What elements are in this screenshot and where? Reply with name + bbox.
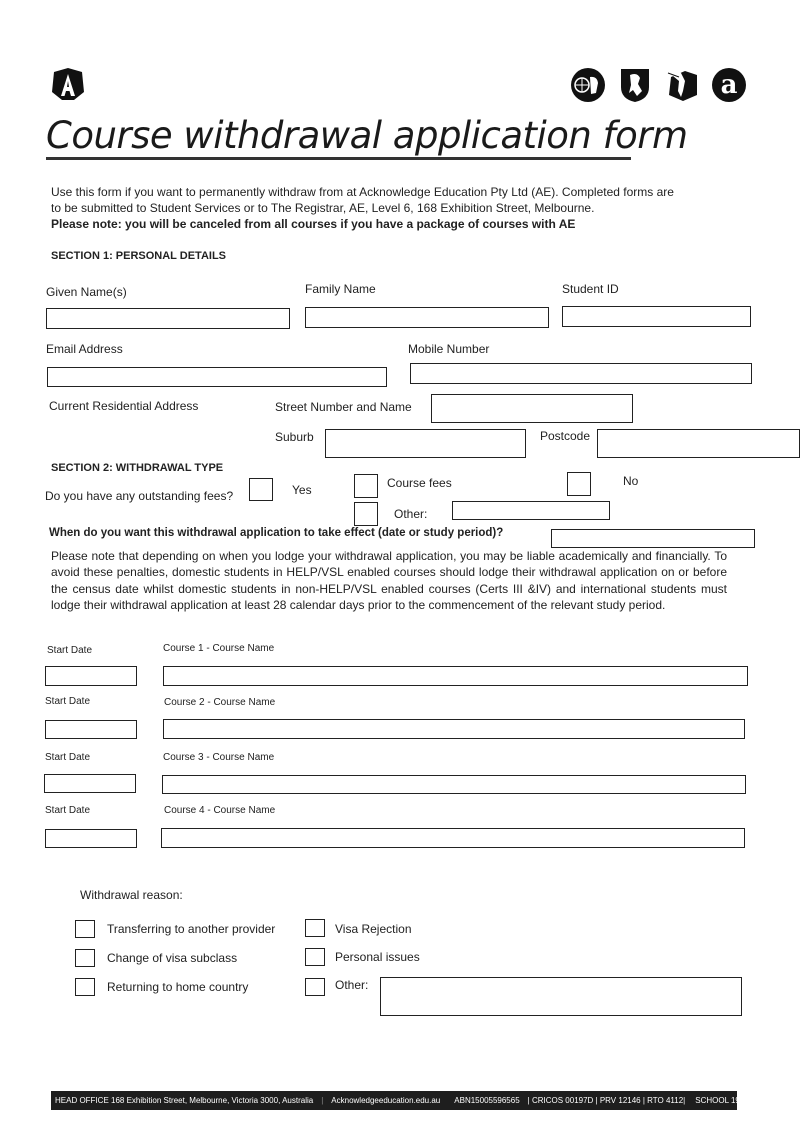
footer-codes: | CRICOS 00197D | PRV 12146 | RTO 4112| — [527, 1096, 686, 1105]
letter-a-logo-icon — [711, 67, 747, 103]
intro-line-2: to be submitted to Student Services or to The Registrar, AE, Level 6, 168 Exhibition Street, Melbourne. — [51, 201, 595, 215]
footer-abn: ABN15005596565 — [454, 1096, 520, 1105]
course-2-start-input[interactable] — [45, 720, 137, 739]
course-1-start-label: Start Date — [47, 645, 93, 656]
course-4-start-label: Start Date — [45, 805, 91, 816]
course-4-name-input[interactable] — [161, 828, 745, 848]
intro-text — [51, 184, 674, 232]
mobile-label: Mobile Number — [408, 342, 490, 356]
residential-address-label: Current Residential Address — [49, 399, 199, 413]
effect-date-input[interactable] — [551, 529, 755, 548]
reason-visa-rejection-label: Visa Rejection — [335, 922, 412, 936]
email-input[interactable] — [47, 367, 387, 387]
title-underline — [46, 157, 631, 160]
footer-address: HEAD OFFICE 168 Exhibition Street, Melbourne, Victoria 3000, Australia — [55, 1096, 314, 1105]
reason-other-label: Other: — [335, 978, 369, 992]
other-fees-checkbox[interactable] — [354, 502, 378, 526]
intro-note: Please note: you will be canceled from all courses if you have a package of courses with AE — [51, 217, 576, 231]
course-fees-label: Course fees — [387, 476, 452, 490]
reason-visa-rejection-checkbox[interactable] — [305, 919, 325, 937]
footer-website: Acknowledgeeducation.edu.au — [331, 1096, 441, 1105]
course-fees-checkbox[interactable] — [354, 474, 378, 498]
street-label: Street Number and Name — [275, 400, 412, 414]
family-name-label: Family Name — [305, 282, 376, 296]
course-2-name-label: Course 2 - Course Name — [164, 697, 276, 708]
reason-returning-home-label: Returning to home country — [107, 980, 249, 994]
effect-date-question: When do you want this withdrawal application to take effect (date or study period)? — [49, 527, 504, 539]
student-id-label: Student ID — [562, 282, 619, 296]
postcode-input[interactable] — [597, 429, 800, 458]
course-3-name-input[interactable] — [162, 775, 746, 794]
reason-visa-subclass-label: Change of visa subclass — [107, 951, 238, 965]
section-2-heading: SECTION 2: WITHDRAWAL TYPE — [51, 462, 224, 474]
suburb-input[interactable] — [325, 429, 526, 458]
other-fees-label: Other: — [394, 507, 428, 521]
lion-shield-logo-icon — [617, 67, 653, 103]
course-3-start-input[interactable] — [44, 774, 136, 793]
family-name-input[interactable] — [305, 307, 549, 328]
section-1-heading: SECTION 1: PERSONAL DETAILS — [51, 250, 227, 262]
reason-personal-issues-label: Personal issues — [335, 950, 420, 964]
fees-no-label: No — [623, 474, 639, 488]
withdrawal-reason-heading: Withdrawal reason: — [80, 888, 183, 902]
footer-school: SCHOOL 1997 — [695, 1096, 749, 1105]
footer-bar — [51, 1091, 749, 1110]
given-names-label: Given Name(s) — [46, 285, 127, 299]
course-2-name-input[interactable] — [163, 719, 745, 739]
partner-logos — [570, 67, 747, 103]
reason-personal-issues-checkbox[interactable] — [305, 948, 325, 966]
reason-returning-home-checkbox[interactable] — [75, 978, 95, 996]
fees-yes-checkbox[interactable] — [249, 478, 273, 501]
reason-other-input[interactable] — [380, 977, 742, 1016]
acknowledge-logo-icon — [48, 66, 88, 102]
course-4-name-label: Course 4 - Course Name — [164, 805, 276, 816]
course-1-name-label: Course 1 - Course Name — [163, 643, 275, 654]
footer-divider: | — [321, 1096, 324, 1105]
postcode-label: Postcode — [540, 429, 591, 443]
other-fees-input[interactable] — [452, 501, 610, 520]
course-1-start-input[interactable] — [45, 666, 137, 686]
reason-visa-subclass-checkbox[interactable] — [75, 949, 95, 967]
fees-yes-label: Yes — [292, 483, 312, 497]
course-2-start-label: Start Date — [45, 696, 91, 707]
reason-transferring-checkbox[interactable] — [75, 920, 95, 938]
hand-torch-logo-icon — [664, 67, 700, 103]
withdrawal-notice: Please note that depending on when you lodge your withdrawal application, you may be liable academically and financially. To avoid these penalties, domestic students in HELP/VSL enabled courses should lodge their withdrawal application on or before the census date whilst domestic students in non-HELP/VSL enabled courses (Certs III &IV) and international students must lodge their withdrawal application at least 28 calendar days prior to the commencement of the relevant study period. — [51, 549, 727, 612]
student-id-input[interactable] — [562, 306, 751, 327]
course-4-start-input[interactable] — [45, 829, 137, 848]
svg-text:a: a — [720, 70, 738, 100]
globe-figure-logo-icon — [570, 67, 606, 103]
mobile-input[interactable] — [410, 363, 752, 384]
reason-transferring-label: Transferring to another provider — [107, 922, 276, 936]
course-3-name-label: Course 3 - Course Name — [163, 752, 275, 763]
outstanding-fees-question: Do you have any outstanding fees? — [45, 489, 234, 503]
fees-no-checkbox[interactable] — [567, 472, 591, 496]
intro-line-1: Use this form if you want to permanently withdraw from at Acknowledge Education Pty Ltd (AE). Completed forms are — [51, 185, 674, 199]
page-title: Course withdrawal application form — [46, 114, 688, 157]
course-3-start-label: Start Date — [45, 752, 91, 763]
course-1-name-input[interactable] — [163, 666, 748, 686]
email-label: Email Address — [46, 342, 123, 356]
reason-other-checkbox[interactable] — [305, 978, 325, 996]
street-input[interactable] — [431, 394, 633, 423]
suburb-label: Suburb — [275, 430, 314, 444]
given-names-input[interactable] — [46, 308, 290, 329]
